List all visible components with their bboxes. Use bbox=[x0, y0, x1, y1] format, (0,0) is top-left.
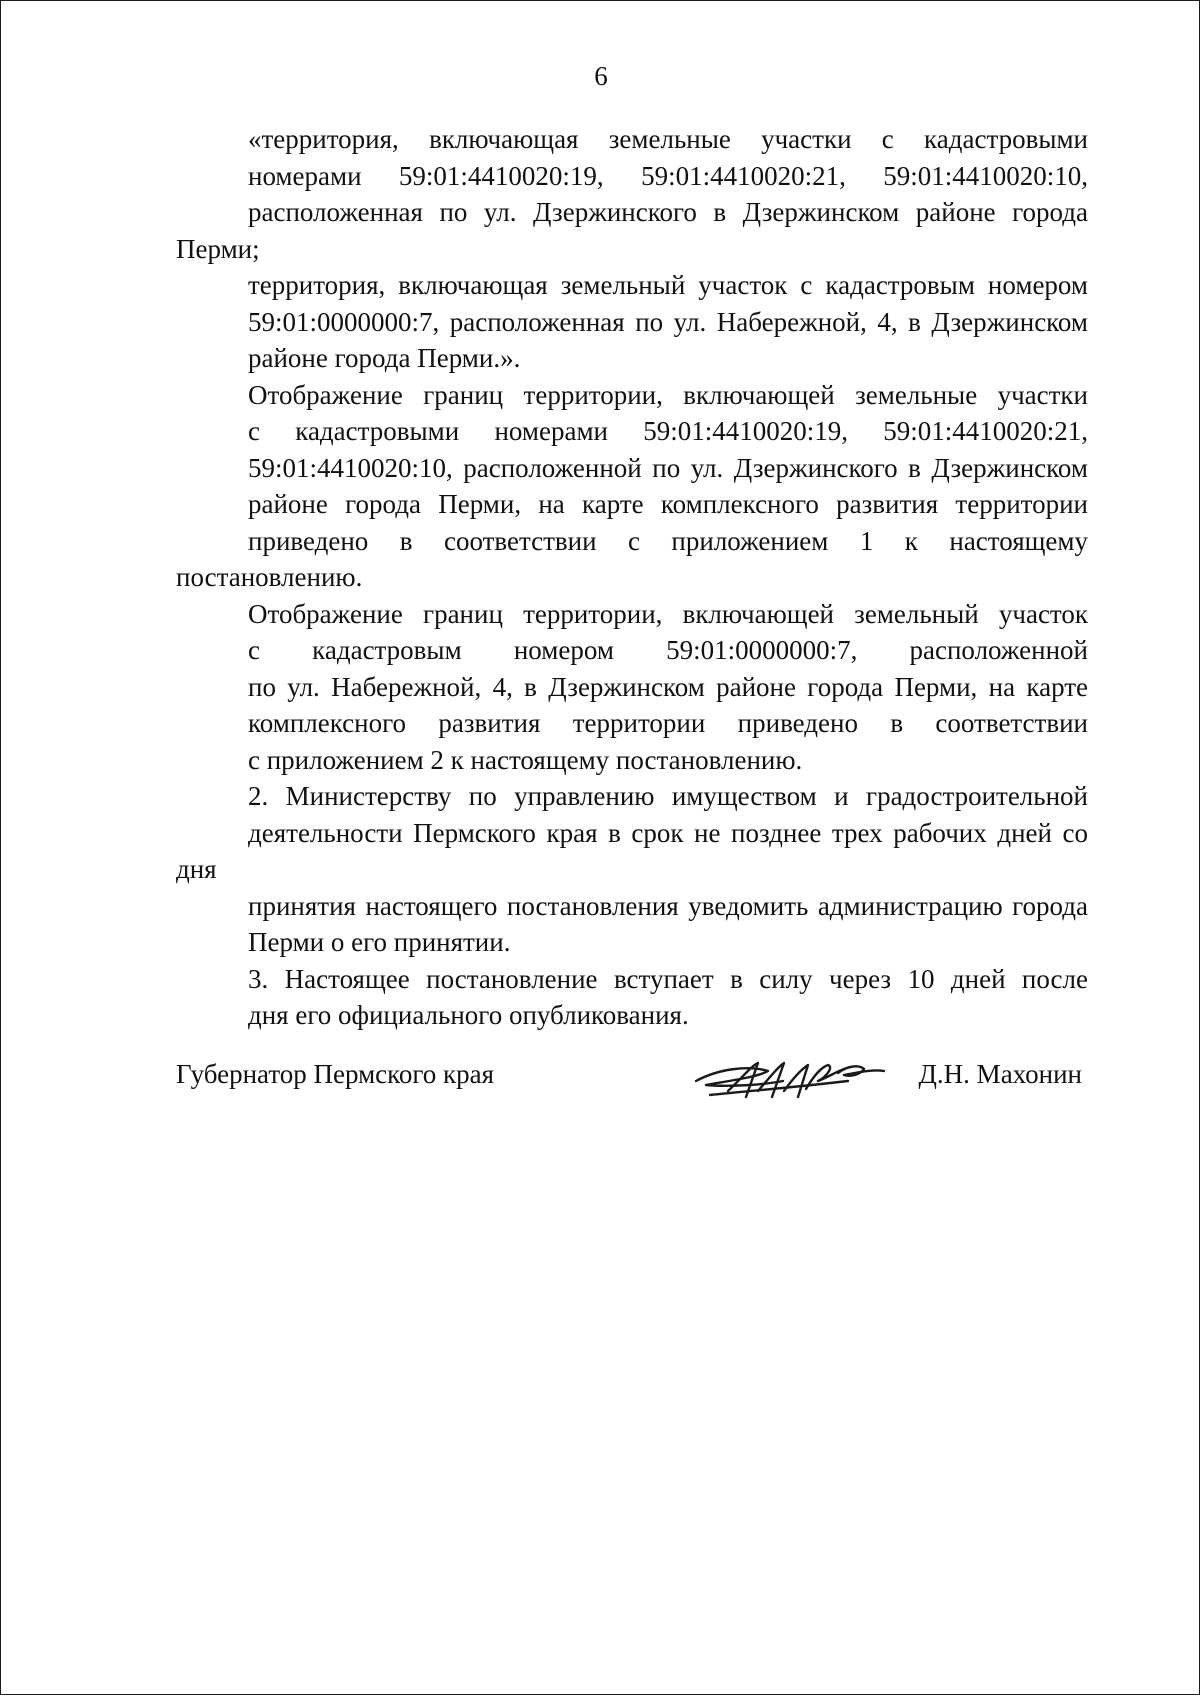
text-line: по ул. Набережной, 4, в Дзержинском районе города Перми, на карте bbox=[248, 671, 1088, 702]
text-line: 2. Министерству по управлению имуществом и градостроительной bbox=[248, 781, 1088, 811]
text-line: комплексного развития территории приведено в соответствии bbox=[248, 708, 1088, 738]
paragraph-territory-2 bbox=[176, 267, 1088, 377]
handwritten-signature bbox=[688, 1051, 898, 1107]
paragraph-boundaries-1 bbox=[176, 377, 1088, 596]
text-line: 59:01:0000000:7, расположенная по ул. Набережной, 4, в Дзержинском bbox=[248, 306, 1088, 337]
text-line: с кадастровыми номерами 59:01:4410020:19, 59:01:4410020:21, bbox=[248, 416, 1088, 446]
page-number: 6 bbox=[594, 61, 608, 91]
paragraph-boundaries-2 bbox=[176, 596, 1088, 779]
paragraph-territory-1 bbox=[176, 121, 1088, 267]
text-line: районе города Перми.». bbox=[248, 343, 521, 373]
text-line: приведено в соответствии с приложением 1 к настоящему постановлению. bbox=[176, 525, 1088, 592]
text-line: с кадастровым номером 59:01:0000000:7, расположенной bbox=[248, 635, 1088, 665]
text-line: Отображение границ территории, включающей земельные участки bbox=[248, 379, 1088, 410]
text-line: районе города Перми, на карте комплексного развития территории bbox=[248, 489, 1088, 519]
text-line: Перми о его принятии. bbox=[248, 927, 511, 957]
paragraph-item-3 bbox=[176, 961, 1088, 1034]
text-line: 59:01:4410020:10, расположенной по ул. Дзержинского в Дзержинском bbox=[248, 452, 1088, 483]
text-line: номерами 59:01:4410020:19, 59:01:4410020:21, 59:01:4410020:10, bbox=[248, 160, 1088, 191]
signature-block bbox=[176, 1051, 1088, 1111]
paragraph-item-2 bbox=[176, 778, 1088, 961]
text-line: «территория, включающая земельные участки с кадастровыми bbox=[248, 124, 1088, 154]
signer-position: Губернатор Пермского края bbox=[176, 1059, 495, 1089]
text-line: 3. Настоящее постановление вступает в силу через 10 дней после bbox=[248, 963, 1088, 994]
text-line: с приложением 2 к настоящему постановлению. bbox=[248, 744, 803, 775]
text-line: принятия настоящего постановления уведомить администрацию города bbox=[248, 890, 1088, 921]
text-line: расположенная по ул. Дзержинского в Дзержинском районе города Перми; bbox=[176, 197, 1088, 264]
text-line: дня его официального опубликования. bbox=[248, 1000, 689, 1030]
text-line: деятельности Пермского края в срок не позднее трех рабочих дней со дня bbox=[176, 817, 1088, 884]
text-line: территория, включающая земельный участок с кадастровым номером bbox=[248, 270, 1088, 300]
signer-name: Д.Н. Махонин bbox=[918, 1059, 1082, 1089]
text-line: Отображение границ территории, включающей земельный участок bbox=[248, 598, 1088, 629]
document-body bbox=[176, 121, 1088, 1034]
